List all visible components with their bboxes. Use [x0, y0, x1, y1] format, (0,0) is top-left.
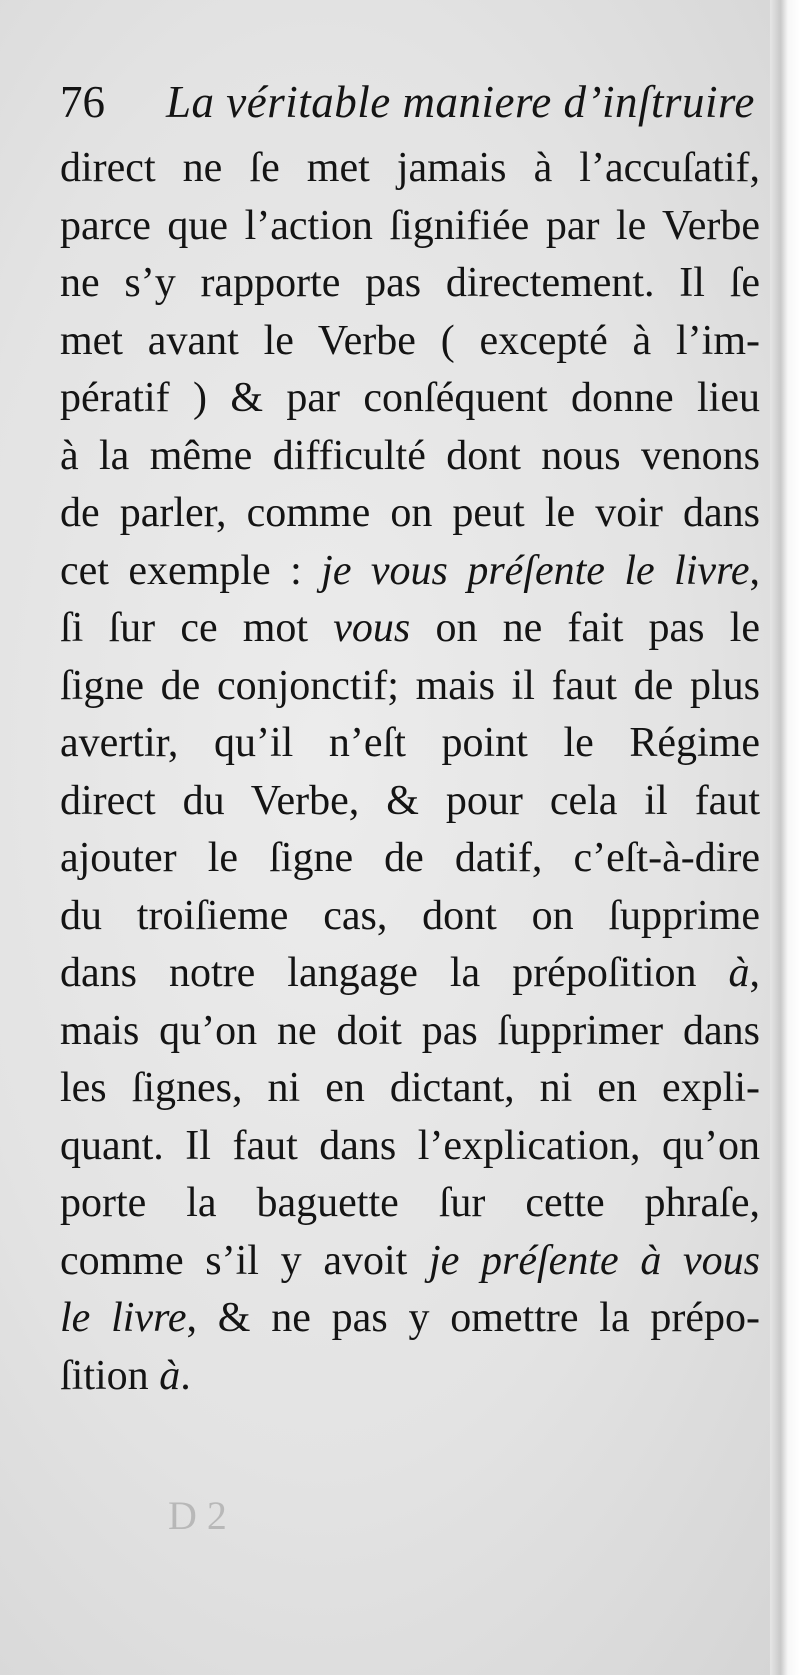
text-line	[60, 255, 760, 313]
text-line	[60, 945, 760, 1003]
text-line	[60, 485, 760, 543]
text-segment: ſigne de conjonctif; mais il faut de plus	[60, 662, 760, 709]
text-segment: ,	[749, 950, 760, 996]
text-line	[60, 140, 760, 198]
text-line	[60, 370, 760, 428]
running-title: La véritable maniere d’inſtruire	[166, 77, 755, 127]
text-segment: les ſignes, ni en dictant, ni en expli-	[60, 1065, 760, 1111]
text-line	[60, 198, 760, 256]
text-line	[60, 830, 760, 888]
text-segment: ajouter le ſigne de datif, c’eſt-à-dire	[60, 835, 760, 881]
text-segment: , & ne pas y omettre la prépo-	[186, 1295, 761, 1341]
text-line	[60, 543, 760, 601]
italic-word: vous	[333, 605, 411, 651]
text-segment: avertir, qu’il n’eſt point le Régime	[60, 720, 760, 766]
text-segment: ſition	[60, 1352, 160, 1399]
text-segment: met avant le Verbe ( excepté à l’im-	[60, 317, 760, 364]
text-line	[60, 600, 760, 658]
running-header	[60, 72, 760, 132]
text-segment: du troiſieme cas, dont on ſupprime	[60, 892, 760, 939]
italic-word: à	[728, 950, 750, 996]
text-line	[60, 715, 760, 773]
text-segment: cet exemple :	[60, 547, 322, 594]
text-segment: .	[180, 1352, 191, 1399]
text-segment: ,	[749, 547, 760, 594]
text-line	[60, 1003, 760, 1061]
text-segment: comme s’il y avoit	[60, 1237, 430, 1284]
text-segment: ſi ſur ce mot	[60, 605, 334, 651]
italic-example: le livre	[60, 1295, 187, 1341]
text-line	[60, 888, 760, 946]
text-line	[60, 428, 760, 486]
text-line	[60, 658, 760, 716]
text-segment: on ne fait pas le	[410, 605, 761, 651]
text-line	[60, 1118, 760, 1176]
italic-word: à	[159, 1352, 181, 1399]
text-segment: direct ne ſe met jamais à l’accuſatif,	[60, 145, 760, 191]
text-line	[60, 1290, 760, 1348]
body-text	[60, 140, 760, 1405]
text-segment: parce que l’action ſignifiée par le Verbe	[60, 202, 760, 249]
page-gutter	[770, 0, 800, 1675]
text-segment: direct du Verbe, & pour cela il faut	[60, 777, 760, 824]
text-segment: mais qu’on ne doit pas ſupprimer dans	[60, 1007, 760, 1054]
italic-example: je vous préſente le livre	[321, 547, 750, 594]
text-line	[60, 773, 760, 831]
text-line	[60, 1175, 760, 1233]
text-line	[60, 1233, 760, 1291]
text-line	[60, 1060, 760, 1118]
italic-example: je préſente à vous	[429, 1237, 760, 1284]
page-number: 76	[60, 77, 105, 127]
text-line	[60, 1348, 760, 1406]
text-segment: porte la baguette ſur cette phraſe,	[60, 1180, 760, 1226]
text-segment: quant. Il faut dans l’explication, qu’on	[60, 1122, 760, 1169]
text-segment: à la même difficulté dont nous venons	[60, 432, 760, 479]
text-segment: ne s’y rapporte pas directement. Il ſe	[60, 260, 760, 306]
signature-mark: D 2	[168, 1493, 227, 1538]
text-segment: pératif ) & par conſéquent donne lieu	[60, 375, 760, 421]
text-segment: dans notre langage la prépoſition	[60, 950, 729, 996]
text-line	[60, 313, 760, 371]
text-segment: de parler, comme on peut le voir dans	[60, 490, 760, 536]
